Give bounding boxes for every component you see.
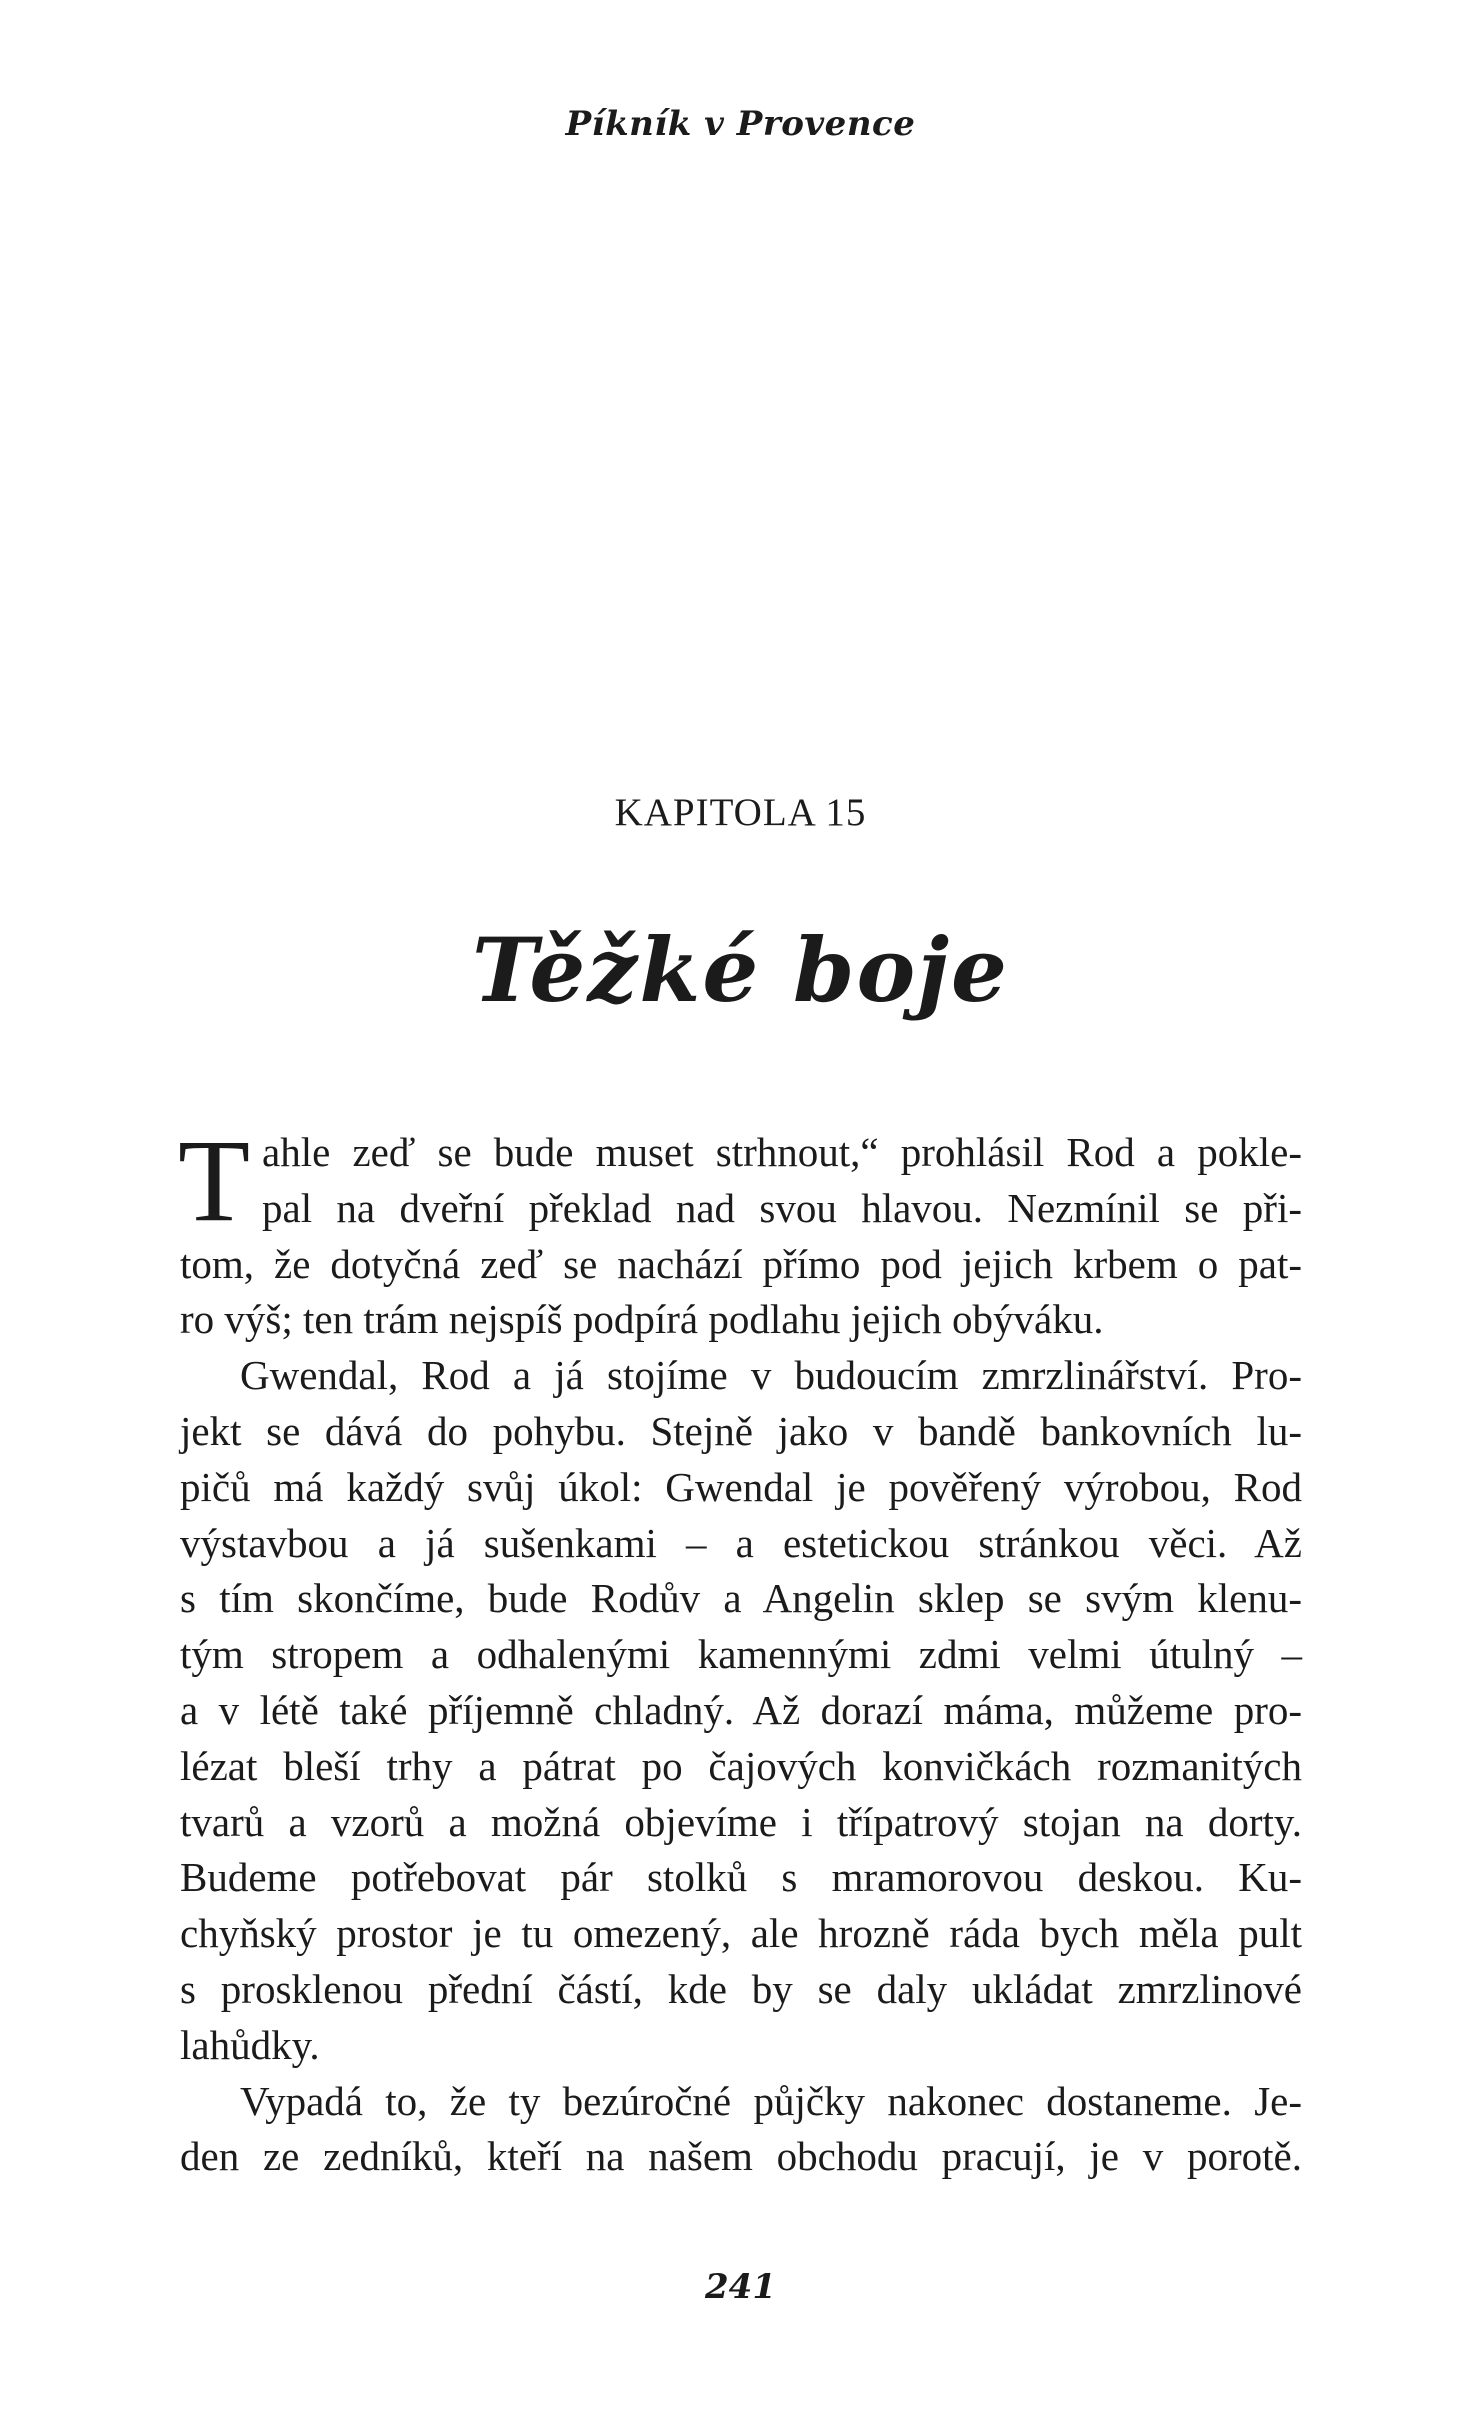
drop-cap: T [178, 1115, 251, 1246]
drop-cap-lines [178, 1115, 1302, 1246]
text-line: chyňský prostor je tu omezený, ale hrozně ráda bych měla pult [180, 1910, 1302, 1957]
text-line: pičů má každý svůj úkol: Gwendal je pověřený výrobou, Rod [180, 1463, 1302, 1510]
text-line: jekt se dává do pohybu. Stejně jako v bandě bankovních lu- [180, 1407, 1302, 1454]
text-line: Vypadá to, že ty bezúročné půjčky nakonec dostaneme. Je- [240, 2077, 1302, 2124]
text-line: s prosklenou přední částí, kde by se daly ukládat zmrzlinové [180, 1965, 1302, 2012]
text-line: ro výš; ten trám nejspíš podpírá podlahu jejich obýváku. [180, 1296, 1104, 1343]
chapter-title: Těžké boje [472, 918, 1009, 1022]
chapter-label: KAPITOLA 15 [614, 791, 867, 834]
running-head-title: Píkník v Provence [565, 104, 916, 144]
text-line: výstavbou a já sušenkami – a estetickou stránkou věci. Až [180, 1519, 1302, 1566]
text-line: lézat bleší trhy a pátrat po čajových konvičkách rozmanitých [180, 1742, 1302, 1789]
text-line: tom, že dotyčná zeď se nachází přímo pod jejich krbem o pat- [180, 1240, 1302, 1287]
page-number: 241 [705, 2267, 776, 2307]
text-line: lahůdky. [180, 2021, 320, 2068]
text-line: s tím skončíme, bude Rodův a Angelin sklep se svým klenu- [180, 1575, 1302, 1622]
text-line: pal na dveřní překlad nad svou hlavou. Nezmínil se při- [262, 1184, 1302, 1231]
text-line: Budeme potřebovat pár stolků s mramorovou deskou. Ku- [180, 1854, 1302, 1901]
text-line: a v létě také příjemně chladný. Až dorazí máma, můžeme pro- [180, 1686, 1302, 1733]
text-line: Gwendal, Rod a já stojíme v budoucím zmrzlinářství. Pro- [240, 1352, 1302, 1399]
text-line: tvarů a vzorů a možná objevíme i třípatrový stojan na dorty. [180, 1798, 1302, 1845]
body-text [178, 1115, 1302, 2185]
text-line: ahle zeď se bude muset strhnout,“ prohlásil Rod a pokle- [262, 1129, 1302, 1175]
text-line: den ze zedníků, kteří na našem obchodu pracují, je v porotě. [180, 2133, 1302, 2180]
text-line: tým stropem a odhalenými kamennými zdmi velmi útulný – [180, 1631, 1302, 1678]
